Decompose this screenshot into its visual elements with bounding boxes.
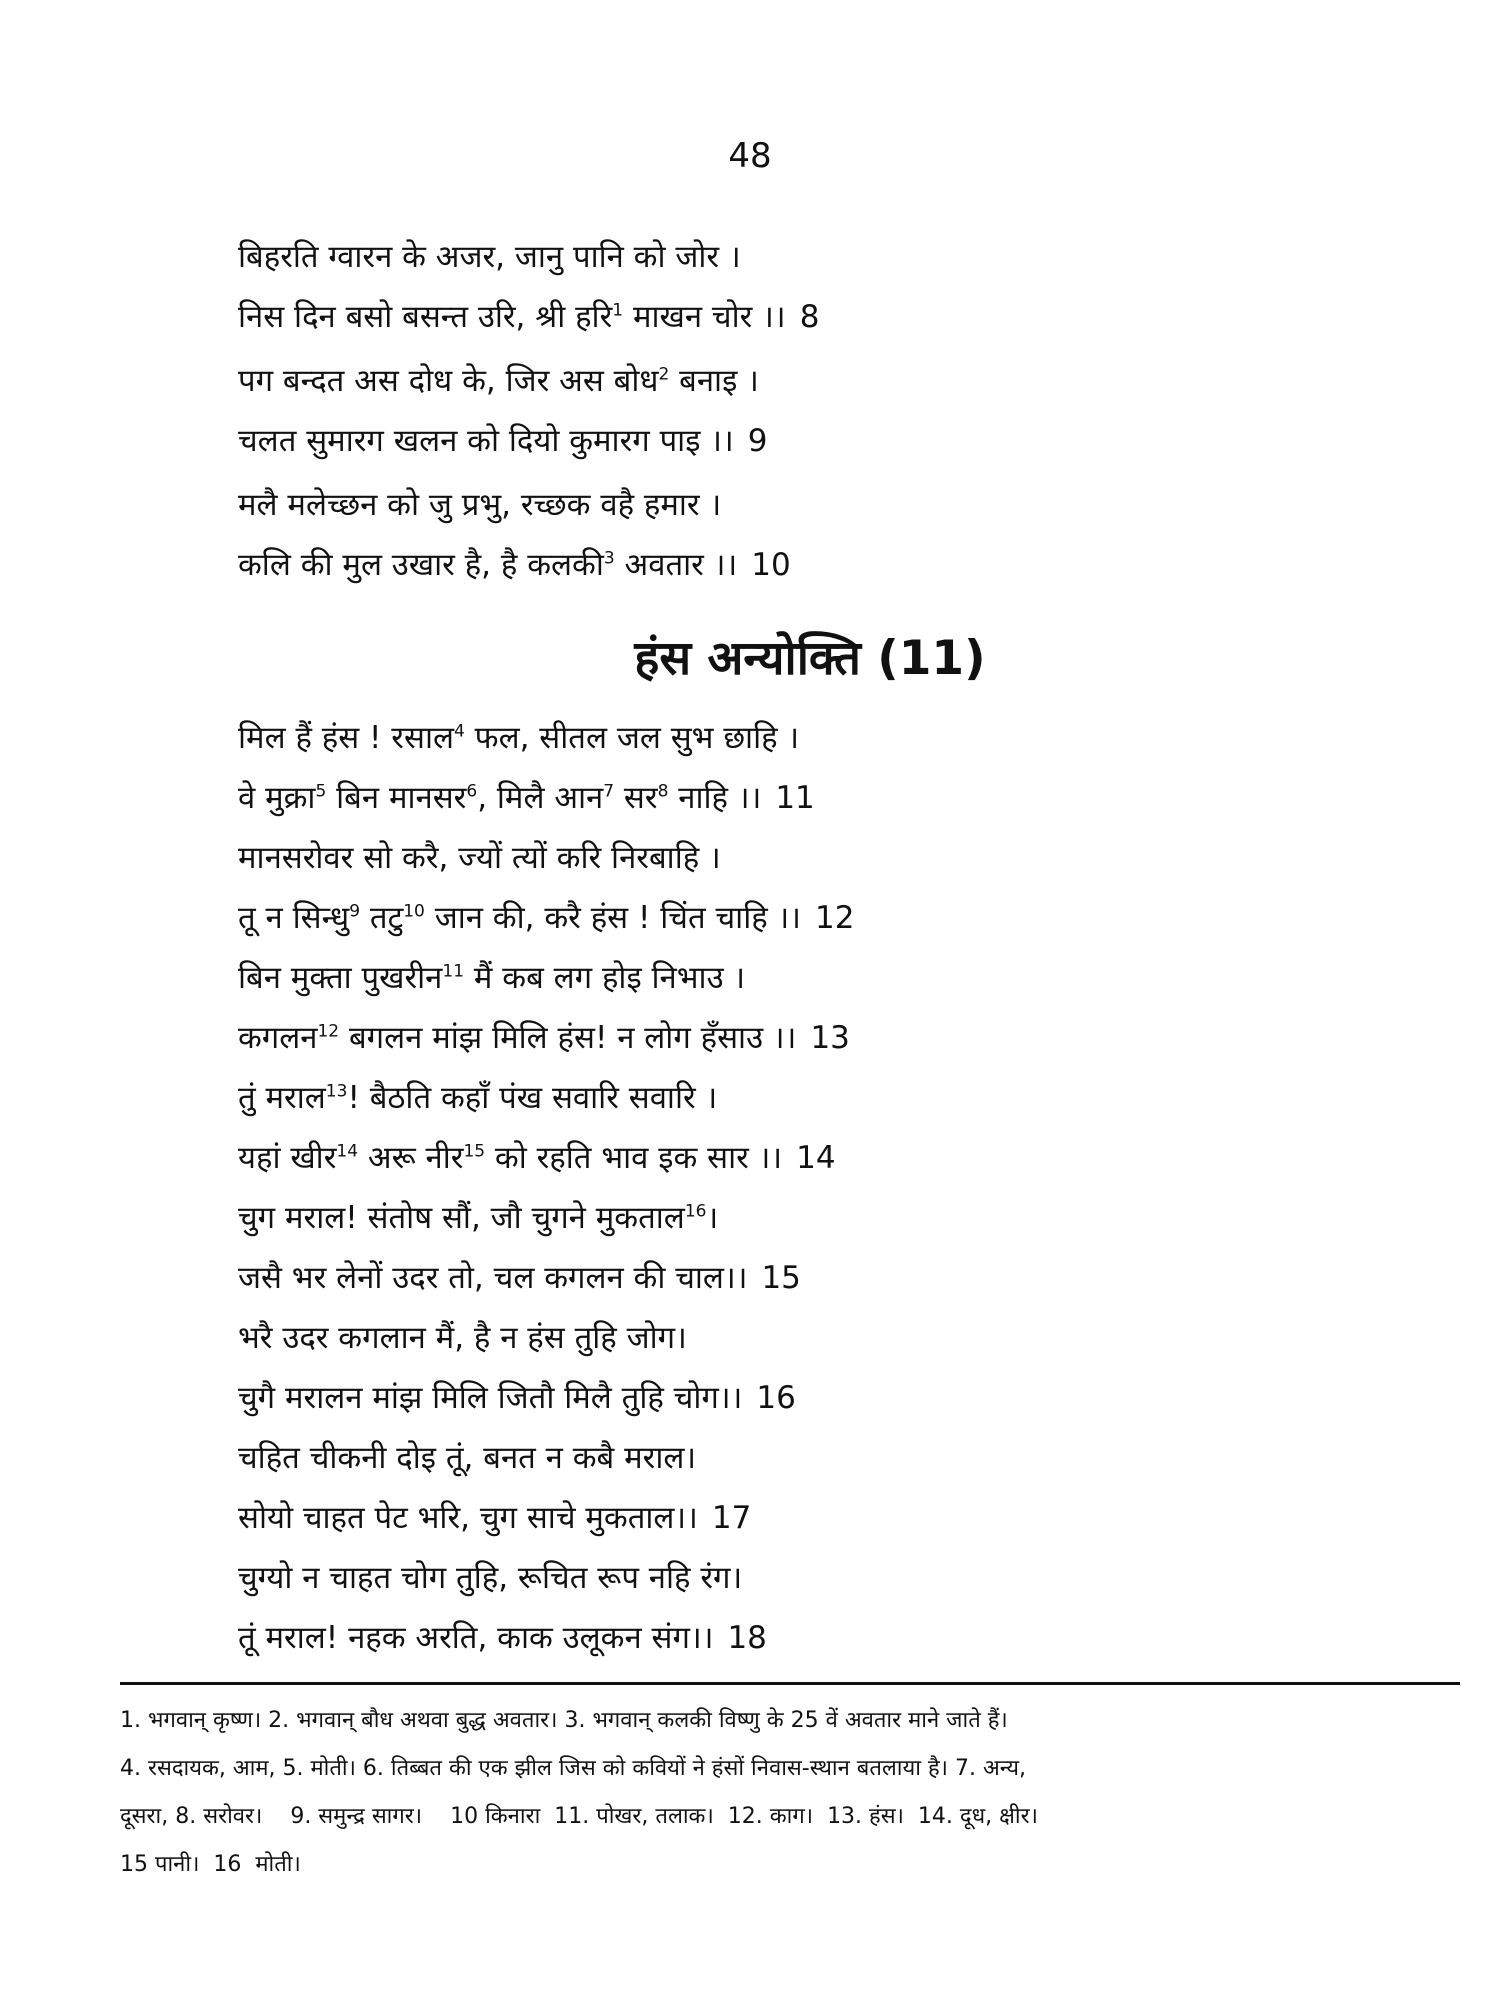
verse-text: बगलन मांझ मिलि हंस! न लोग हँसाउ ।। [339, 1020, 797, 1056]
footnotes [120, 1697, 1460, 1889]
verse-line [238, 1368, 855, 1428]
footnote-ref: 16 [684, 1201, 707, 1222]
verse-group [238, 227, 819, 347]
verse-text: तटु [360, 900, 404, 936]
verse-line [238, 1068, 855, 1128]
verse-text: नाहि ।। [668, 780, 762, 816]
verse-number: 9 [747, 423, 768, 459]
verse-line [238, 1428, 855, 1488]
verse-group [238, 475, 819, 595]
verse-text: तू न सिन्धु [238, 900, 350, 936]
footnote-ref: 8 [657, 781, 669, 802]
verse-text: कलि की मुल उखार है, है कलकी [238, 547, 604, 583]
verse-number: 17 [711, 1500, 752, 1536]
verse-text: जसै भर लेनों उदर तो, चल कगलन की चाल।। [238, 1260, 748, 1296]
verse-text: भरै उदर कगलान मैं, है न हंस तुहि जोग। [238, 1320, 687, 1356]
verse-number: 10 [751, 547, 791, 583]
verse-line [238, 1548, 855, 1608]
verse-text: चुग्यो न चाहत चोग तुहि, रूचित रूप नहि रंग। [238, 1560, 743, 1596]
verse-text: निस दिन बसो बसन्त उरि, श्री हरि [238, 299, 613, 335]
verse-number: 11 [775, 780, 815, 816]
footnote-ref: 10 [403, 901, 425, 922]
verse-text: मैं कब लग होइ निभाउ । [464, 960, 746, 996]
section-heading: हंस अन्योक्ति (11) [634, 631, 986, 686]
footnote-ref: 14 [336, 1141, 359, 1162]
verse-line [238, 287, 819, 347]
verse-text: पग बन्दत अस दोध के, जिर अस बोध [238, 363, 659, 399]
footnote-ref: 15 [463, 1141, 486, 1162]
footnote-ref: 11 [442, 961, 465, 982]
verse-number: 13 [810, 1020, 850, 1056]
footnote-ref: 6 [466, 781, 478, 802]
verse-line [238, 475, 819, 535]
verse-text: माखन चोर ।। [623, 299, 786, 335]
verse-line [238, 828, 855, 888]
footnote-ref: 9 [349, 901, 361, 922]
verse-number: 15 [761, 1260, 801, 1296]
footnote-line: दूसरा, 8. सरोवर। 9. समुन्द्र सागर। 10 किनारा 11. पोखर, तलाक। 12. काग। 13. हंस। 14. दूध, क्षीर। [120, 1804, 1038, 1829]
verse-text: जान की, करै हंस ! चिंत चाहि ।। [424, 900, 802, 936]
verse-text: ! बैठति कहाँ पंख सवारि सवारि । [347, 1080, 718, 1116]
verse-text: अवतार ।। [614, 547, 738, 583]
verse-text: वे मुक्रा [238, 780, 316, 816]
verse-text: तुं मराल [238, 1080, 326, 1116]
verse-number: 16 [756, 1380, 796, 1416]
footnote-ref: 13 [325, 1081, 348, 1102]
verse-number: 14 [796, 1140, 836, 1176]
verse-text: यहां खीर [238, 1140, 337, 1176]
verse-text: मानसरोवर सो करै, ज्यों त्यों करि निरबाहि । [238, 840, 721, 876]
footnote-divider [120, 1682, 1460, 1685]
verse-line [238, 1308, 855, 1368]
verse-group [238, 351, 819, 471]
verse-text: चुग मराल! संतोष सौं, जौ चुगने मुकताल [238, 1200, 685, 1236]
verse-line [238, 227, 819, 287]
verse-line [238, 1608, 855, 1668]
verse-text: अरू नीर [358, 1140, 464, 1176]
page-number: 48 [728, 136, 772, 176]
verse-line [238, 1188, 855, 1248]
verse-line [238, 948, 855, 1008]
verse-section-1 [238, 227, 819, 599]
verse-line [238, 535, 819, 595]
verse-text: बिन मुक्ता पुखरीन [238, 960, 443, 996]
verse-line [238, 1248, 855, 1308]
verse-text: चहित चीकनी दोइ तूं, बनत न कबै मराल। [238, 1440, 697, 1476]
verse-text: । [706, 1200, 719, 1236]
verse-number: 18 [727, 1620, 767, 1656]
verse-text: चलत सुमारग खलन को दियो कुमारग पाइ ।। [238, 423, 734, 459]
verse-text: तूं मराल! नहक अरति, काक उलूकन संग।। [238, 1620, 714, 1656]
verse-number: 12 [815, 900, 855, 936]
footnote-ref: 1 [612, 300, 624, 321]
verse-text: मिल हैं हंस ! रसाल [238, 720, 454, 756]
footnote-ref: 5 [315, 781, 327, 802]
verse-text: बिन मानसर [326, 780, 467, 816]
verse-text: फल, सीतल जल सुभ छाहि । [464, 720, 800, 756]
footnote-line: 15 पानी। 16 मोती। [120, 1852, 301, 1877]
verse-text: सोयो चाहत पेट भरि, चुग साचे मुकताल।। [238, 1500, 698, 1536]
verse-text: सर [614, 780, 658, 816]
verse-text: मलै मलेच्छन को जु प्रभु, रच्छक वहै हमार । [238, 487, 722, 523]
verse-text: को रहति भाव इक सार ।। [485, 1140, 783, 1176]
verse-number: 8 [799, 299, 820, 335]
verse-text: कगलन [238, 1020, 318, 1056]
footnote-ref: 4 [454, 721, 465, 742]
verse-text: , मिलै आन [477, 780, 604, 816]
footnote-ref: 3 [603, 548, 615, 569]
footnote-ref: 2 [658, 364, 670, 385]
verse-line [238, 768, 855, 828]
verse-line [238, 1008, 855, 1068]
verse-text: बनाइ । [669, 363, 759, 399]
verse-line [238, 888, 855, 948]
verse-line [238, 411, 819, 471]
footnote-ref: 7 [603, 781, 615, 802]
verse-line [238, 708, 855, 768]
footnote-ref: 12 [317, 1021, 340, 1042]
footnote-line: 1. भगवान् कृष्ण। 2. भगवान् बौध अथवा बुद्ध अवतार। 3. भगवान् कलकी विष्णु के 25 वें अवतार माने जाते हैं। [120, 1708, 1008, 1733]
footnote-line: 4. रसदायक, आम, 5. मोती। 6. तिब्बत की एक झील जिस को कवियों ने हंसों निवास-स्थान बतलाया है। 7. अन्य, [120, 1756, 1026, 1781]
verse-section-2 [238, 708, 855, 1668]
verse-line [238, 1128, 855, 1188]
verse-line [238, 1488, 855, 1548]
verse-text: चुगै मरालन मांझ मिलि जितौ मिलै तुहि चोग।। [238, 1380, 743, 1416]
verse-line [238, 351, 819, 411]
verse-text: बिहरति ग्वारन के अजर, जानु पानि को जोर । [238, 239, 741, 275]
